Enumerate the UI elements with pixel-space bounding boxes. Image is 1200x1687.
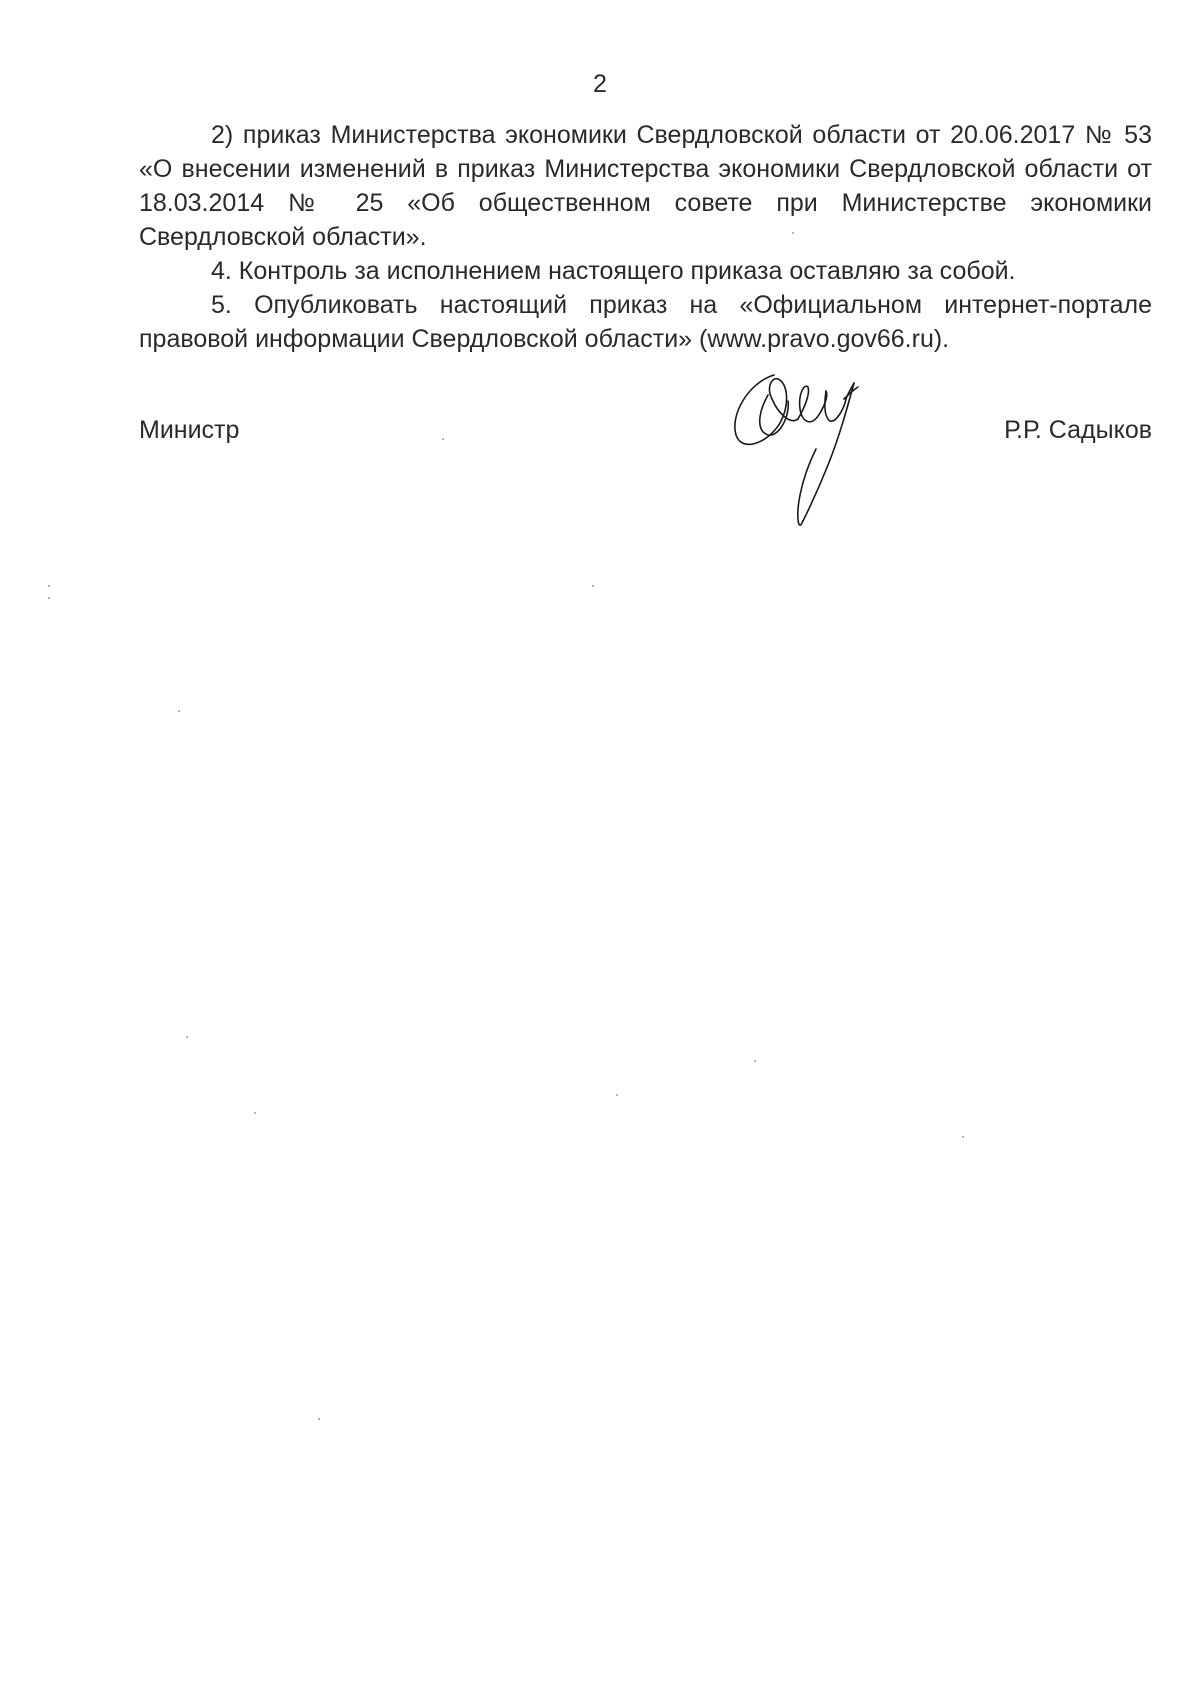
signatory-name: Р.Р. Садыков xyxy=(1004,416,1152,444)
scan-speck xyxy=(616,1094,618,1096)
page-number: 2 xyxy=(593,70,607,98)
scan-speck xyxy=(254,1112,256,1114)
paragraph-item-2: 2) приказ Министерства экономики Свердловской области от 20.06.2017 № 53 «О внесении изменений в приказ Министерства экономики Свердловской области от 18.03.2014 № 25 «Об общественном совете при Министерстве экономики Свердловской области». xyxy=(139,121,1152,251)
scan-speck xyxy=(442,438,444,440)
scan-speck xyxy=(186,1036,188,1038)
document-body xyxy=(139,118,1152,356)
scan-speck xyxy=(178,710,180,712)
scan-speck xyxy=(962,1136,964,1138)
handwritten-signature-icon xyxy=(728,365,908,545)
signature-block xyxy=(139,410,1152,450)
scan-speck xyxy=(754,1060,756,1062)
paragraph-item-4: 4. Контроль за исполнением настоящего приказа оставляю за собой. xyxy=(211,257,1016,285)
scan-speck xyxy=(48,597,50,599)
scan-speck xyxy=(592,585,594,587)
signatory-title: Министр xyxy=(139,416,240,444)
paragraph-item-5: 5. Опубликовать настоящий приказ на «Официальном интернет-портале правовой информации Свердловской области» (www.pravo.gov66.ru). xyxy=(139,291,1152,353)
scan-speck xyxy=(48,585,50,587)
scan-speck xyxy=(318,1418,320,1420)
scan-speck xyxy=(792,232,794,234)
